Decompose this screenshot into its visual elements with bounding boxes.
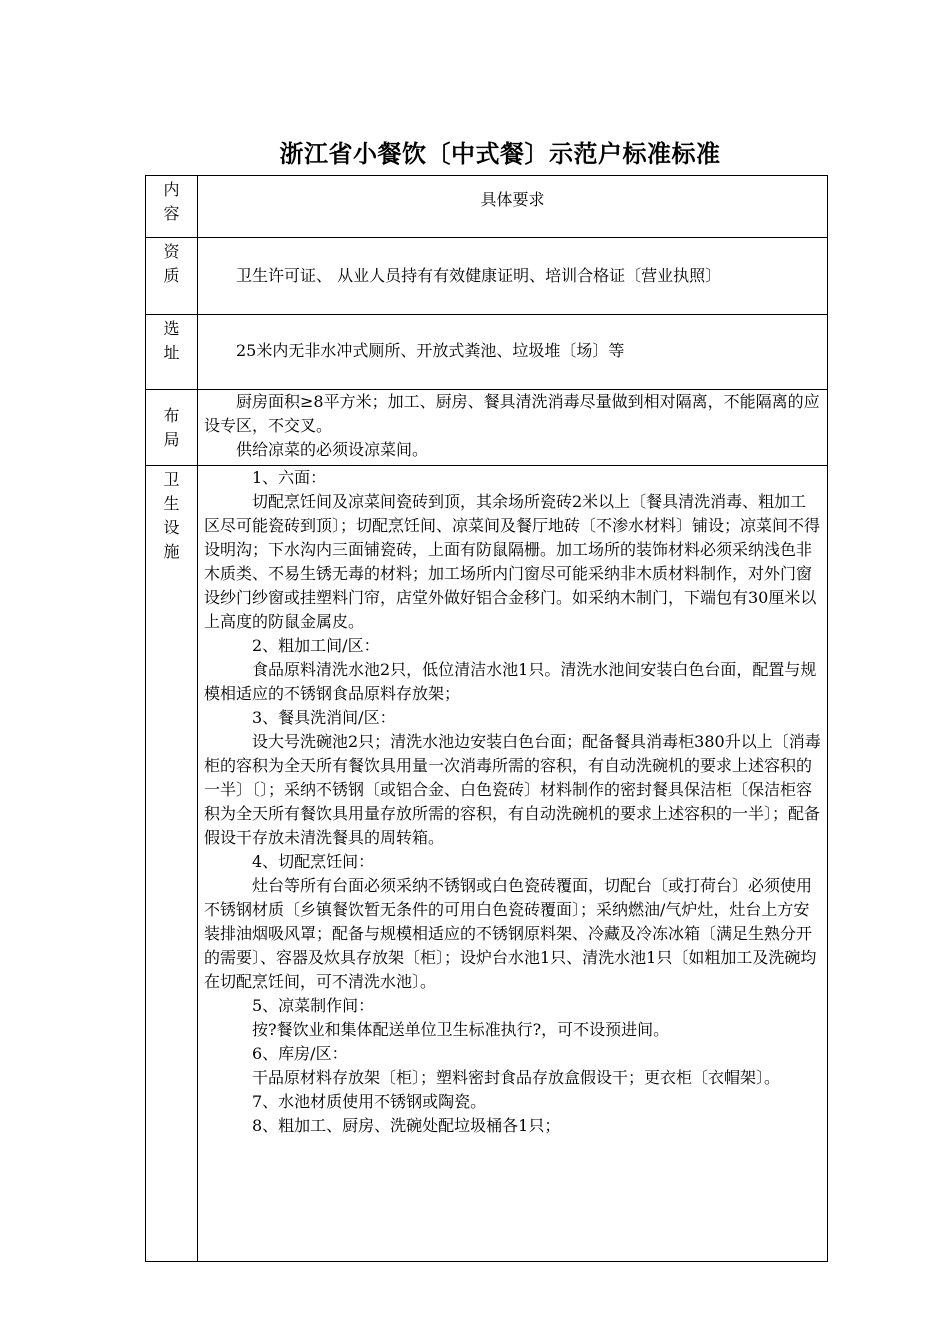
section-body: 灶台等所有台面必须采纳不锈钢或白色瓷砖覆面，切配台〔或打荷台〕必须使用不锈钢材质〔乡镇餐饮暂无条件的可用白色瓷砖覆面〕；采纳燃油/气炉灶，灶台上方安装排油烟吸风罩；配备与规模相适应的不锈钢原料架、冷藏及冷冻冰箱〔满足生熟分开的需要〕、容器及炊具存放架〔柜〕；设炉台水池1只、清洗水池1只〔如粗加工及洗碗均在切配烹饪间，可不清洗水池〕。 <box>204 876 817 991</box>
header-requirement-cell <box>198 176 828 238</box>
section-body: 切配烹饪间及凉菜间瓷砖到顶，其余场所瓷砖2米以上〔餐具清洗消毒、粗加工区尽可能瓷砖到顶〕；切配烹饪间、凉菜间及餐厅地砖〔不渗水材料〕铺设；凉菜间不得设明沟；下水沟内三面铺瓷砖，上面有防鼠隔栅。加工场所的装饰材料必须采纳浅色非木质类、不易生锈无毒的材料；加工场所内门窗尽可能采纳非木质材料制作，对外门窗设纱门纱窗或挂塑料门帘，店堂外做好铝合金移门。如采纳木制门，下端包有30厘米以上高度的防鼠金属皮。 <box>204 492 821 631</box>
section-heading: 1、六面： <box>252 468 327 487</box>
section-heading: 2、粗加工间/区： <box>252 636 380 655</box>
row-label-cell <box>146 390 198 466</box>
row-content-cell <box>198 390 828 466</box>
document-title: 浙江省小餐饮〔中式餐〕示范户标准标准 <box>279 140 721 168</box>
table-row-layout <box>146 390 828 466</box>
table-header-row <box>146 176 828 238</box>
row-label-char: 卫 <box>163 470 180 489</box>
section-body: 食品原料清洗水池2只，低位清洁水池1只。清洗水池间安装白色台面，配置与规模相适应的不锈钢食品原料存放架； <box>204 660 817 703</box>
row-label-cell <box>146 238 198 315</box>
layout-paragraph: 供给凉菜的必须设凉菜间。 <box>236 440 429 459</box>
section-body: 设大号洗碗池2只；清洗水池边安装白色台面；配备餐具消毒柜380升以上〔消毒柜的容积为全天所有餐饮具用量一次消毒所需的容积，有自动洗碗机的要求上述容积的一半〕〔〕；采纳不锈钢〔或铝合金、白色瓷砖〕材料制作的密封餐具保洁柜〔保洁柜容积为全天所有餐饮具用量存放所需的容积，有自动洗碗机的要求上述容积的一半〕；配备假设干存放未清洗餐具的周转箱。 <box>204 732 821 847</box>
section-body: 按?餐饮业和集体配送单位卫生标准执行?，可不设预进间。 <box>252 1020 670 1039</box>
row-label-char: 设 <box>163 518 180 537</box>
row-content-cell <box>198 466 828 1262</box>
row-content-cell <box>198 238 828 315</box>
section-heading: 6、库房/区： <box>252 1044 348 1063</box>
section-heading: 3、餐具洗消间/区： <box>252 708 396 727</box>
header-label-char: 容 <box>163 204 180 223</box>
row-label-cell <box>146 466 198 1262</box>
row-label-char: 址 <box>163 343 180 362</box>
row-label-cell <box>146 315 198 390</box>
row-content-cell <box>198 315 828 390</box>
row-label-char: 布 <box>163 406 180 425</box>
table-row-site <box>146 315 828 390</box>
row-label-char: 生 <box>163 494 180 513</box>
section-body: 干品原材料存放架〔柜〕；塑料密封食品存放盒假设干；更衣柜〔衣帽架〕。 <box>252 1068 781 1087</box>
table-row-health-facilities <box>146 466 828 1262</box>
row-label-char: 资 <box>163 242 180 261</box>
header-requirement-label: 具体要求 <box>480 190 545 209</box>
site-text: 25米内无非水冲式厕所、开放式粪池、垃圾堆〔场〕等 <box>236 341 625 360</box>
qualification-text: 卫生许可证、 从业人员持有有效健康证明、培训合格证〔营业执照〕 <box>236 266 722 285</box>
table-row-qualification <box>146 238 828 315</box>
layout-paragraph: 厨房面积≥8平方米；加工、厨房、餐具清洗消毒尽量做到相对隔离，不能隔离的应设专区，不交叉。 <box>204 392 820 435</box>
standard-table <box>145 175 828 1262</box>
row-label-char: 施 <box>163 542 180 561</box>
header-label-char: 内 <box>163 180 180 199</box>
row-label-char: 选 <box>163 319 180 338</box>
row-label-char: 局 <box>163 430 180 449</box>
row-label-char: 质 <box>163 266 180 285</box>
section-item: 8、粗加工、厨房、洗碗处配垃圾桶各1只； <box>252 1116 561 1135</box>
section-heading: 5、凉菜制作间： <box>252 996 375 1015</box>
header-content-cell <box>146 176 198 238</box>
section-item: 7、水池材质使用不锈钢或陶瓷。 <box>252 1092 487 1111</box>
section-heading: 4、切配烹饪间： <box>252 852 375 871</box>
